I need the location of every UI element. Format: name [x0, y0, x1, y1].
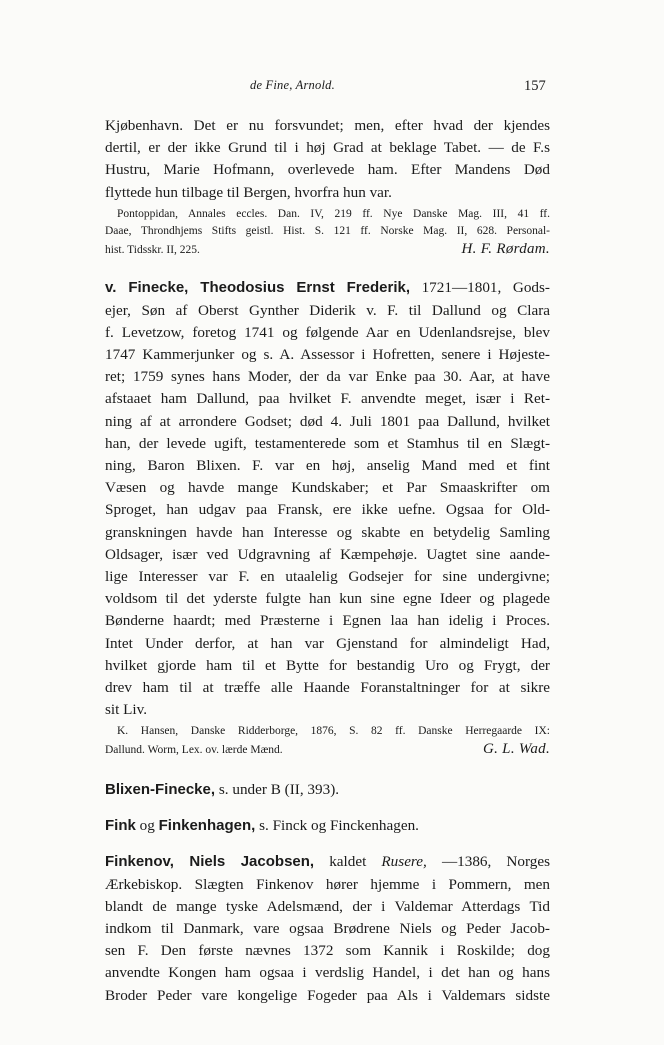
reference-line: K. Hansen, Danske Ridderborge, 1876, S. 82 ff. Danske Herregaarde IX:	[117, 725, 550, 738]
entry-alias: Rusere,	[381, 853, 427, 871]
text-line: han, der levede ugift, testamenterede som et Stamhus til en Slægt-	[105, 434, 550, 452]
fink-entry	[105, 815, 550, 837]
entry-first-line	[105, 277, 550, 299]
entry-headword: Finkenhagen,	[158, 817, 256, 835]
text-line: sen F. Den første nævnes 1372 som Kannik i Roskilde; dog	[105, 942, 550, 960]
text-line: Kjøbenhavn. Det er nu forsvundet; men, efter hvad der kjendes	[105, 117, 550, 134]
entry-first-line	[105, 851, 550, 873]
cross-reference: s. Finck og Finckenhagen.	[259, 817, 419, 835]
author-signature: H. F. Rørdam.	[461, 240, 550, 257]
arnold-continuation	[105, 115, 550, 204]
text-line: lige Interesser var F. en utaalelig Godsejer for sine undergivne;	[105, 567, 550, 585]
reference-signature-row	[105, 741, 550, 760]
text-line: hvilket gjorde ham til et Bytte for bestandig Uro og Frygt, der	[105, 656, 550, 674]
finkenov-entry	[105, 851, 550, 1006]
author-signature: G. L. Wad.	[482, 740, 550, 757]
kaldet-text: kaldet	[329, 853, 367, 871]
text-line: ejer, Søn af Oberst Gynther Diderik v. F. til Dallund og Clara	[105, 301, 550, 319]
text-line: blandt de mange tyske Adelsmænd, der i Valdemar Atterdags Tid	[105, 897, 550, 915]
text-line: ning af at arrondere Godset; død 4. Juli 1801 paa Dallund, hvilket	[105, 412, 550, 430]
running-title: de Fine, Arnold.	[250, 78, 335, 92]
entry-dates: —1386, Norges	[441, 853, 550, 871]
reference-line: Dallund. Worm, Lex. ov. lærde Mænd.	[105, 743, 283, 756]
arnold-references	[105, 206, 550, 260]
text-line: ret; 1759 synes hans Moder, der da var Enke paa 30. Aar, at have	[105, 368, 550, 386]
text-line: Broder Peder vare kongelige Fogeder paa Als i Valdemars sidste	[105, 986, 550, 1004]
text-line: sit Liv.	[105, 701, 148, 719]
reference-line: Daae, Throndhjems Stifts geistl. Hist. S. 121 ff. Norske Mag. II, 628. Personal-	[105, 225, 550, 238]
text-line: Væsen og havde mange Kundskaber; et Par Smaaskrifter om	[105, 479, 550, 497]
text-line: 1747 Kammerjunker og s. A. Assessor i Hofretten, senere i Højeste-	[105, 345, 550, 363]
text-line: granskningen havde han Interesse og skabte en betydelig Samling	[105, 523, 550, 541]
reference-line: Pontoppidan, Annales eccles. Dan. IV, 219 ff. Nye Danske Mag. III, 41 ff.	[117, 207, 550, 220]
finecke-entry	[105, 277, 550, 721]
text-line: indkom til Danmark, vare ogsaa Brødrene Niels og Peder Jacob-	[105, 919, 550, 937]
text-line: Oldsager, især ved Udgravning af Kæmpehøje. Uagtet sine aande-	[105, 545, 550, 563]
text-line: Hustru, Marie Hofmann, overlevede ham. Efter Mandens Død	[105, 161, 550, 179]
page-body	[105, 115, 550, 1007]
entry-headword: Finkenov, Niels Jacobsen,	[105, 853, 315, 871]
blixen-finecke-entry	[105, 779, 550, 801]
page-header	[0, 76, 664, 98]
text-line: Sproget, han udgav paa Fransk, ere ikke uefne. Ogsaa for Old-	[105, 501, 550, 519]
text-line: Intet Under derfor, at han var Gjenstand for almindeligt Had,	[105, 634, 550, 652]
entry-dates: 1721—1801, Gods-	[421, 279, 550, 297]
entry-headword: Blixen-Finecke,	[105, 781, 216, 799]
text-line: afstaaet ham Dallund, paa hvilket F. anvendte meget, især i Ret-	[105, 390, 550, 408]
text-line: drev ham til at træffe alle Haande Foranstaltninger for at sikre	[105, 678, 550, 696]
cross-reference: s. under B (II, 393).	[218, 781, 340, 799]
text-line: anvendte Kongen ham ogsaa i verdslig Handel, i det han og hans	[105, 964, 550, 982]
entry-headword: v. Finecke, Theodosius Ernst Frederik,	[105, 279, 411, 297]
text-line: voldsom til det yderste fulgte han kun sine egne Ideer og plagede	[105, 590, 550, 608]
text-line: Ærkebiskop. Slægten Finkenov hører hjemme i Pommern, men	[105, 875, 550, 893]
page-number: 157	[524, 78, 546, 94]
text-line: f. Levetzow, foretog 1741 og følgende Aar en Udenlandsrejse, blev	[105, 323, 550, 341]
finecke-references	[105, 723, 550, 759]
reference-line: hist. Tidsskr. II, 225.	[105, 243, 200, 256]
text-line: Bønderne haardt; med Præsterne i Egnen laa han idelig i Proces.	[105, 612, 550, 630]
text-line: flyttede hun tilbage til Bergen, hvorfra hun var.	[105, 183, 392, 201]
text-line: dertil, er der ikke Grund til i høj Grad at beklage Tabet. — de F.s	[105, 139, 550, 157]
conjunction: og	[139, 817, 155, 835]
text-line: ning, Baron Blixen. F. var en høj, anselig Mand med et fint	[105, 456, 550, 474]
entry-headword: Fink	[105, 817, 136, 835]
reference-signature-row	[105, 241, 550, 260]
